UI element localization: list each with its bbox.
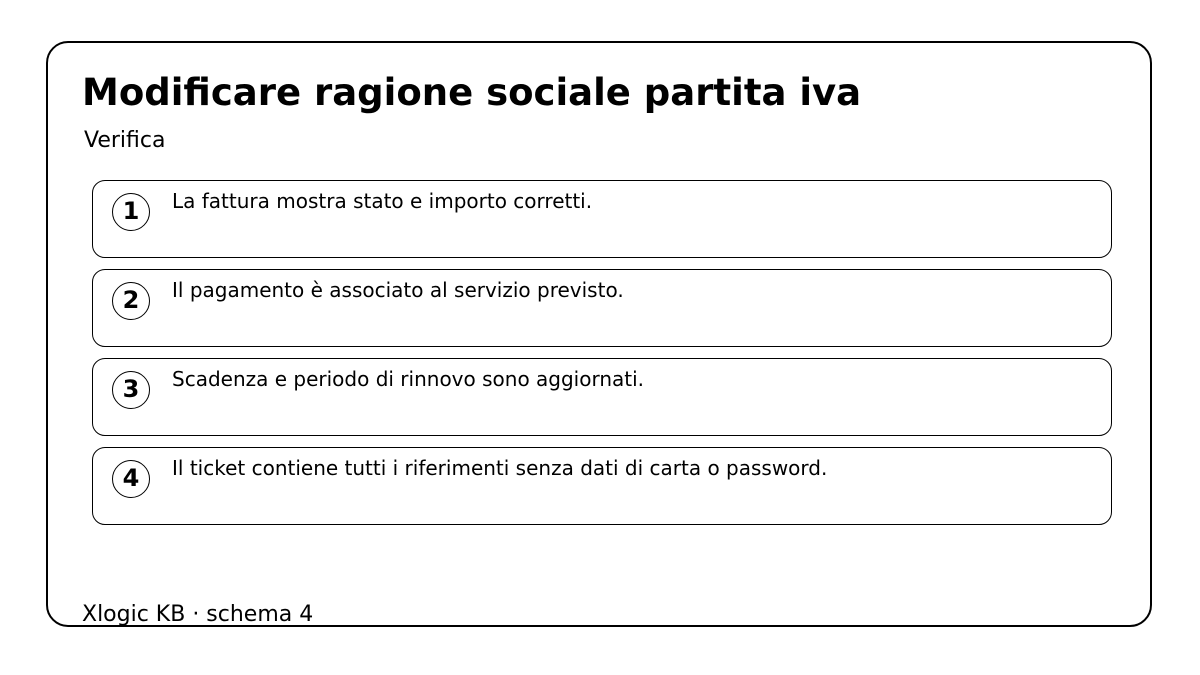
step-number-badge: 2 — [112, 282, 150, 320]
step-item — [92, 180, 1112, 258]
step-number-badge: 4 — [112, 460, 150, 498]
footer-caption: Xlogic KB · schema 4 — [82, 602, 314, 627]
step-text: Scadenza e periodo di rinnovo sono aggiornati. — [172, 367, 645, 391]
step-list — [92, 180, 1112, 536]
section-subtitle: Verifica — [84, 128, 166, 153]
step-item — [92, 447, 1112, 525]
step-item — [92, 358, 1112, 436]
step-text: Il pagamento è associato al servizio previsto. — [172, 278, 624, 302]
step-number-badge: 1 — [112, 193, 150, 231]
step-text: Il ticket contiene tutti i riferimenti senza dati di carta o password. — [172, 456, 828, 480]
verification-card — [46, 41, 1152, 627]
page-title: Modificare ragione sociale partita iva — [82, 71, 862, 114]
step-number-badge: 3 — [112, 371, 150, 409]
step-item — [92, 269, 1112, 347]
step-text: La fattura mostra stato e importo corretti. — [172, 189, 593, 213]
